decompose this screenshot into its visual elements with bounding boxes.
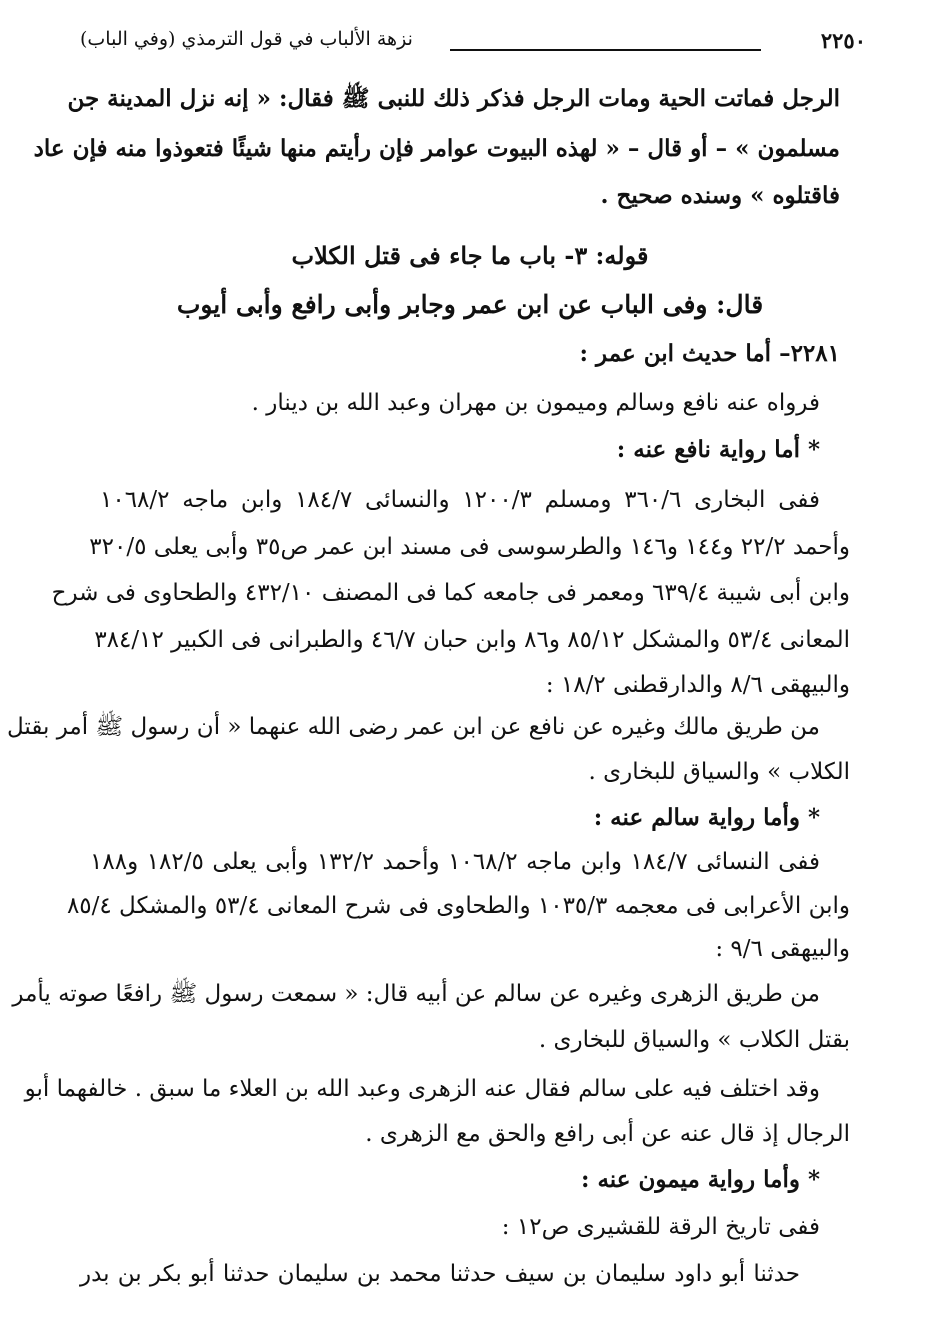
text-line: حدثنا أبو داود سليمان بن سيف حدثنا محمد بن سليمان حدثنا أبو بكر بن بدر xyxy=(80,1261,800,1287)
text-line: الرجال إذ قال عنه عن أبى رافع والحق مع الزهرى . xyxy=(365,1121,850,1147)
running-title: نزهة الألباب في قول الترمذي (وفي الباب) xyxy=(80,28,413,50)
text-line: الرجل فماتت الحية ومات الرجل فذكر ذلك للنبى ﷺ فقال: « إنه نزل المدينة جن xyxy=(67,85,840,112)
text-line: بقتل الكلاب » والسياق للبخارى . xyxy=(538,1027,850,1053)
text-line: من طريق الزهرى وغيره عن سالم عن أبيه قال: « سمعت رسول ﷺ رافعًا صوته يأمر xyxy=(12,981,820,1007)
text-line: من طريق مالك وغيره عن نافع عن ابن عمر رضى الله عنهما « أن رسول ﷺ أمر بقتل xyxy=(7,714,820,740)
text-line: ففى تاريخ الرقة للقشيرى ص١٢ : xyxy=(501,1214,820,1240)
text-line: ففى البخارى ٣٦٠/٦ ومسلم ١٢٠٠/٣ والنسائى ١٨٤/٧ وابن ماجه ١٠٦٨/٢ xyxy=(100,487,820,513)
text-line: وقد اختلف فيه على سالم فقال عنه الزهرى وعبد الله بن العلاء ما سبق . خالفهما أبو xyxy=(24,1076,820,1102)
text-line: مسلمون » – أو قال – « لهذه البيوت عوامر فإن رأيتم منها شيئًا فتعوذوا منه فإن عاد xyxy=(33,135,840,162)
text-line: فرواه عنه نافع وسالم وميمون بن مهران وعبد الله بن دينار . xyxy=(251,390,820,416)
section-heading: * وأما رواية سالم عنه : xyxy=(593,804,820,831)
text-line: وأحمد ٢٢/٢ و١٤٤ و١٤٦ والطرسوسى فى مسند ابن عمر ص٣٥ وأبى يعلى ٣٢٠/٥ xyxy=(89,534,850,560)
text-line: فاقتلوه » وسنده صحيح . xyxy=(600,182,840,209)
section-heading: * أما رواية نافع عنه : xyxy=(616,436,820,463)
text-line: وابن أبى شيبة ٦٣٩/٤ ومعمر فى جامعه كما فى المصنف ٤٣٢/١٠ والطحاوى فى شرح xyxy=(51,580,850,606)
chapter-heading: قوله: ٣- باب ما جاء فى قتل الكلاب xyxy=(291,241,649,270)
chapter-subheading: قال: وفى الباب عن ابن عمر وجابر وأبى رافع وأبى أيوب xyxy=(176,290,764,319)
text-line: المعانى ٥٣/٤ والمشكل ٨٥/١٢ و٨٦ وابن حبان ٤٦/٧ والطبرانى فى الكبير ٣٨٤/١٢ xyxy=(94,627,850,653)
text-line: الكلاب » والسياق للبخارى . xyxy=(588,759,850,785)
hadith-heading: ٢٢٨١– أما حديث ابن عمر : xyxy=(579,340,840,367)
text-line: والبيهقى ٨/٦ والدارقطنى ١٨/٢ : xyxy=(545,672,850,698)
header-rule xyxy=(450,49,761,51)
text-line: والبيهقى ٩/٦ : xyxy=(715,936,850,962)
text-line: وابن الأعرابى فى معجمه ١٠٣٥/٣ والطحاوى فى شرح المعانى ٥٣/٤ والمشكل ٨٥/٤ xyxy=(66,893,850,919)
page-number: ٢٢٥٠ xyxy=(820,28,866,53)
text-line: ففى النسائى ١٨٤/٧ وابن ماجه ١٠٦٨/٢ وأحمد ١٣٢/٢ وأبى يعلى ١٨٢/٥ و١٨٨ xyxy=(90,849,820,875)
section-heading: * وأما رواية ميمون عنه : xyxy=(580,1166,820,1193)
